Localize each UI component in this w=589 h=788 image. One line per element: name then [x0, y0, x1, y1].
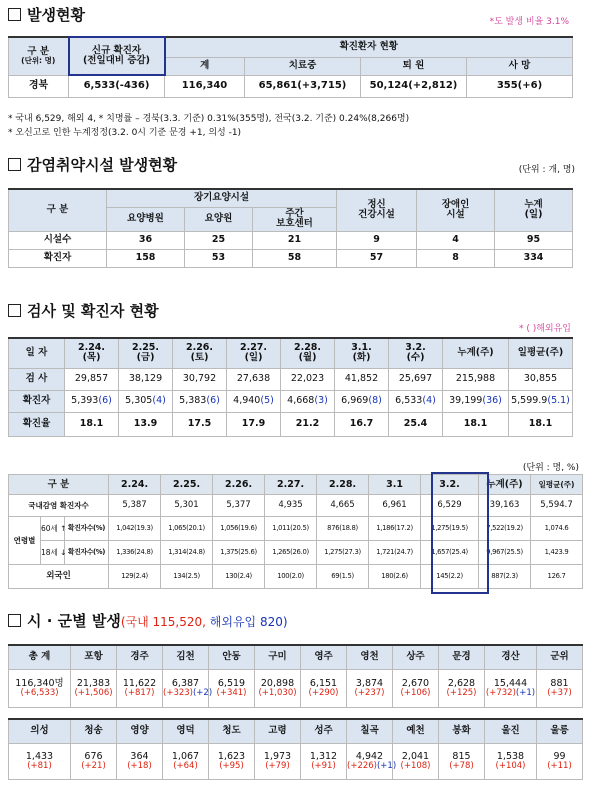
region-value: 1,067 (+64)	[163, 743, 209, 779]
gubun-cell: 구 분 (단위: 명)	[9, 37, 69, 75]
row-name: 경북	[9, 75, 69, 97]
col-cumulative: 누계 (일)	[495, 189, 573, 231]
col-total: 계	[165, 57, 245, 75]
positivity-row: 확진율 18.1 13.9 17.5 17.9 21.2 16.7 25.4 18.1 18.1	[9, 412, 573, 436]
table-row: 시설수 36 25 21 9 4 95	[9, 231, 573, 249]
section-title-regions: 시 · 군별 발생(국내 115,520, 해외유입 820)	[8, 610, 288, 631]
region-name: 봉화	[439, 719, 485, 743]
confirmed-group-header: 확진환자 현황	[165, 37, 573, 57]
regions-table-2	[8, 718, 583, 780]
region-name: 영주	[301, 645, 347, 669]
region-name: 청송	[71, 719, 117, 743]
region-name: 고령	[255, 719, 301, 743]
region-name: 영덕	[163, 719, 209, 743]
region-name: 울릉	[537, 719, 583, 743]
new-cases-header: 신규 확진자 (전일대비 증감)	[69, 37, 165, 75]
age18-row: 18세 ↓ 확진자수(%) 1,336(24.8) 1,314(24.8) 1,375(25.6) 1,265(26.0) 1,275(27.3) 1,721(24.7) 1,657(25.4) 9,967(25.5) 1,423.9	[9, 541, 583, 565]
region-value: 99 (+11)	[537, 743, 583, 779]
foreign-row: 외국인 129(2.4) 134(2.5) 130(2.4) 100(2.0) 69(1.5) 180(2.6) 145(2.2) 887(2.3) 126.7	[9, 565, 583, 589]
import-note: * ( )해외유입	[518, 324, 571, 334]
gubun-cell: 구 분	[9, 475, 109, 495]
region-value: 15,444 (+732)(+1)	[485, 669, 537, 707]
col-discharged: 퇴 원	[361, 57, 467, 75]
col-nursing-hospital: 요양병원	[107, 207, 185, 231]
region-value: 20,898 (+1,030)	[255, 669, 301, 707]
region-value: 6,151 (+290)	[301, 669, 347, 707]
region-name: 청도	[209, 719, 255, 743]
table-row: 확진자 158 53 58 57 8 334	[9, 249, 573, 267]
region-name: 문경	[439, 645, 485, 669]
region-name: 총 계	[9, 645, 71, 669]
col-treating: 치료중	[245, 57, 361, 75]
region-name: 안동	[209, 645, 255, 669]
region-value: 1,433 (+81)	[9, 743, 71, 779]
col-deaths: 사 망	[467, 57, 573, 75]
region-value: 6,519 (+341)	[209, 669, 255, 707]
age-table: 구 분 2.24. 2.25. 2.26. 2.27. 2.28. 3.1 3.2. 누계(주) 일평균(주) 국내감염 확진자수 5,387 5,301 5,377 4,935 4,665 6,961 6,529 39,163 5,594.7 연령별 60세 ↑ 확진자수(%) 1,042(19.3) 1,065(20.1) 1,056(19.6) 1,011(20.5) 876(18.8) 1,186(17.2) 1,275(19.5) 7,522(19.2) 1,074.6 18세 ↓ 확진자수(%) 1,336(24.8) 1,314(24.8) 1,375(25.6) 1,265(26.0) 1,275(27.3) 1,721(24.7) 1,657(25.4) 9,967(25.5) 1,423.9 외국인 129(2.4) 134(2.5) 130(2.4) 100(2.0) 69(1.5) 180(2.6) 145(2.2) 887(2.3) 126.7	[8, 474, 583, 589]
region-name: 칠곡	[347, 719, 393, 743]
cum-week-header: 누계(주)	[443, 338, 509, 368]
date-header: 일 자	[9, 338, 65, 368]
region-value: 1,973 (+79)	[255, 743, 301, 779]
avg-week-header: 일평균(주)	[509, 338, 573, 368]
discharged-value: 50,124(+2,812)	[361, 75, 467, 97]
cases-row: 확진자 5,393(6) 5,305(4) 5,383(6) 4,940(5) 4,668(3) 6,969(8) 6,533(4) 39,199(36) 5,599.9(5.1)	[9, 390, 573, 412]
checkbox-square-icon	[8, 614, 21, 627]
region-value: 1,623 (+95)	[209, 743, 255, 779]
region-value: 2,670 (+106)	[393, 669, 439, 707]
region-value: 6,387 (+323)(+2)	[163, 669, 209, 707]
tests-row: 검 사 29,857 38,129 30,792 27,638 22,023 41,852 25,697 215,988 30,855	[9, 368, 573, 390]
region-value: 881 (+37)	[537, 669, 583, 707]
ratio-note: *도 발생 비율 3.1%	[489, 17, 569, 27]
region-name: 경산	[485, 645, 537, 669]
region-name: 상주	[393, 645, 439, 669]
checkbox-square-icon	[8, 158, 21, 171]
region-name: 군위	[537, 645, 583, 669]
region-name: 영천	[347, 645, 393, 669]
region-value: 2,041 (+108)	[393, 743, 439, 779]
region-value: 1,538 (+104)	[485, 743, 537, 779]
region-name: 구미	[255, 645, 301, 669]
region-value: 815 (+78)	[439, 743, 485, 779]
region-value: 4,942 (+226)(+1)	[347, 743, 393, 779]
long-term-care-header: 장기요양시설	[107, 189, 337, 207]
age60-row: 연령별 60세 ↑ 확진자수(%) 1,042(19.3) 1,065(20.1) 1,056(19.6) 1,011(20.5) 876(18.8) 1,186(17.2) 1,275(19.5) 7,522(19.2) 1,074.6	[9, 517, 583, 541]
region-name: 포항	[71, 645, 117, 669]
col-disability: 장애인 시설	[417, 189, 495, 231]
region-name: 울진	[485, 719, 537, 743]
col-nursing-home: 요양원	[185, 207, 253, 231]
tests-table: 일 자 2.24. (목) 2.25. (금) 2.26. (토) 2.27. (일) 2.28. (월) 3.1. (화) 3.2. (수) 누계(주) 일평균(주) 검 사 29,857 38,129 30,792 27,638 22,023 41,852 25,697 215,988 30,855 확진자 5,393(6) 5,305(4) 5,383(6) 4,940(5) 4,668(3) 6,969(8) 6,533(4) 39,199(36) 5,599.9(5.1) 확진율 18.1 13.9 17.5 17.9 21.2 16.7 25.4 18.1 18.1	[8, 337, 573, 437]
col-day-care: 주간 보호센터	[253, 207, 337, 231]
region-value: 676 (+21)	[71, 743, 117, 779]
deaths-value: 355(+6)	[467, 75, 573, 97]
gubun-cell: 구 분	[9, 189, 107, 231]
region-name: 경주	[117, 645, 163, 669]
region-name: 성주	[301, 719, 347, 743]
section-title-facilities: 감염취약시설 발생현황	[8, 154, 177, 175]
section-title-tests: 검사 및 확진자 현황	[8, 300, 159, 321]
region-value: 116,340명 (+6,533)	[9, 669, 71, 707]
age-group-label: 연령별	[9, 517, 41, 565]
region-value: 364 (+18)	[117, 743, 163, 779]
facilities-table	[8, 188, 573, 268]
region-name: 김천	[163, 645, 209, 669]
region-name: 예천	[393, 719, 439, 743]
status-table	[8, 36, 573, 98]
region-value: 11,622 (+817)	[117, 669, 163, 707]
domestic-row: 국내감염 확진자수 5,387 5,301 5,377 4,935 4,665 6,961 6,529 39,163 5,594.7	[9, 495, 583, 517]
region-value: 21,383 (+1,506)	[71, 669, 117, 707]
region-value: 1,312 (+91)	[301, 743, 347, 779]
facilities-unit: (단위 : 개, 명)	[518, 165, 575, 175]
col-mental-health: 정신 건강시설	[337, 189, 417, 231]
footnote-2: * 오신고로 인한 누계정정(3.2. 0시 기준 문경 +1, 의성 -1)	[8, 128, 242, 138]
footnote-1: * 국내 6,529, 해외 4, * 치명률 – 경북(3.3. 기준) 0.31%(355명), 전국(3.2. 기준) 0.24%(8,266명)	[8, 114, 410, 124]
checkbox-square-icon	[8, 304, 21, 317]
region-value: 3,874 (+237)	[347, 669, 393, 707]
total-value: 116,340	[165, 75, 245, 97]
new-cases-value: 6,533(-436)	[69, 75, 165, 97]
region-value: 2,628 (+125)	[439, 669, 485, 707]
region-name: 의성	[9, 719, 71, 743]
age-table-unit: (단위 : 명, %)	[522, 463, 579, 473]
checkbox-square-icon	[8, 8, 21, 21]
section-title-status: 발생현황	[8, 4, 85, 25]
region-name: 영양	[117, 719, 163, 743]
regions-table-1	[8, 644, 583, 708]
treating-value: 65,861(+3,715)	[245, 75, 361, 97]
